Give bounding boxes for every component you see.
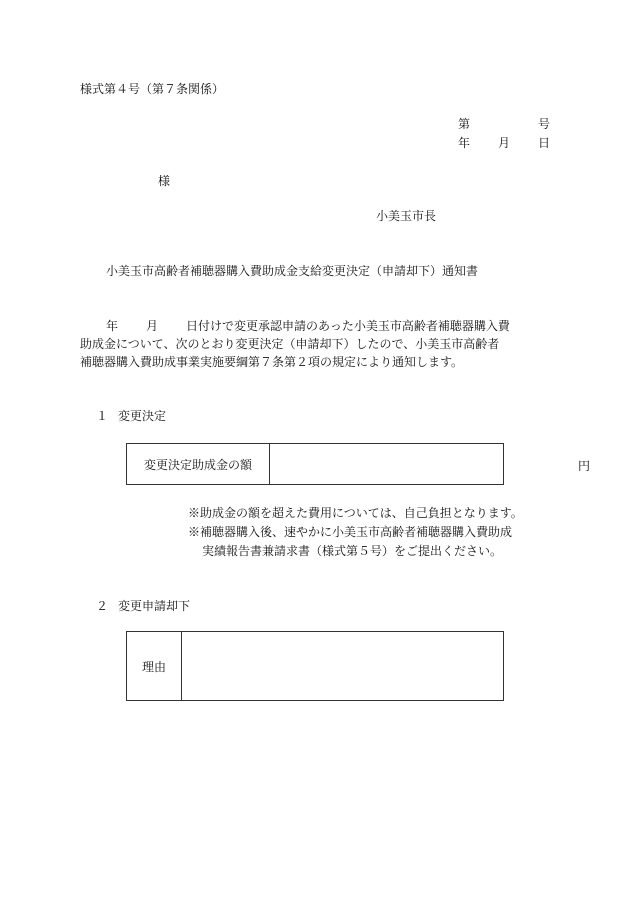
body-line1-year: 年 [106, 319, 119, 333]
note-self-burden: ※助成金の額を超えた費用については、自己負担となります。 [188, 506, 523, 520]
section1-heading: 変更決定 [118, 409, 167, 423]
section2-number: ２ [96, 599, 109, 613]
reason-label-cell [127, 632, 181, 700]
body-line1-month: 月 [146, 319, 159, 333]
date-day: 日 [538, 136, 551, 150]
document-title: 小美玉市高齢者補聴器購入費助成金支給変更決定（申請却下）通知書 [106, 264, 479, 278]
body-line1-rest: 日付けで変更承認申請のあった小美玉市高齢者補聴器購入費 [186, 319, 510, 333]
section2-heading: 変更申請却下 [118, 599, 191, 613]
addressee-suffix: 様 [158, 174, 171, 188]
grant-amount-table [126, 443, 591, 485]
rejection-reason-table [126, 631, 504, 701]
reason-value-cell [182, 632, 503, 700]
document-number-go: 号 [538, 117, 551, 131]
date-month: 月 [498, 136, 511, 150]
body-line-2: 助成金について、次のとおり変更決定（申請却下）したので、小美玉市高齢者 [80, 337, 500, 351]
document-number-dai: 第 [458, 117, 471, 131]
grant-amount-label: 変更決定助成金の額 [143, 457, 252, 472]
grant-amount-value-cell [270, 444, 591, 484]
issuer-name: 小美玉市長 [376, 209, 437, 223]
grant-amount-unit: 円 [578, 459, 591, 473]
note-report-submission-2: 実績報告書兼請求書（様式第５号）をご提出ください。 [202, 544, 503, 558]
reason-label: 理由 [141, 659, 166, 674]
form-number-label: 様式第４号（第７条関係） [80, 82, 225, 96]
body-line-3: 補聴器購入費助成事業実施要綱第７条第２項の規定により通知します。 [80, 355, 464, 369]
section1-number: １ [96, 409, 109, 423]
grant-amount-label-cell [127, 444, 269, 484]
date-year: 年 [458, 136, 471, 150]
note-report-submission-1: ※補聴器購入後、速やかに小美玉市高齢者補聴器購入費助成 [188, 525, 513, 539]
